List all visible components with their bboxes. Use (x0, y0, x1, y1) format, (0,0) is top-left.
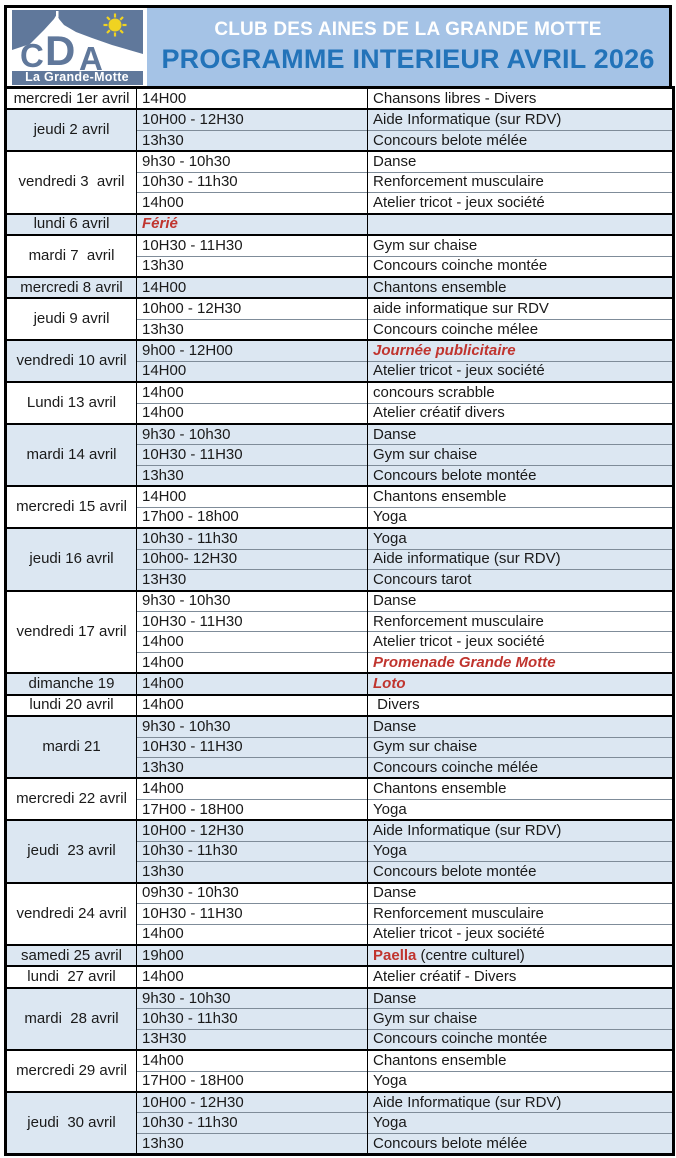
activity-cell: Chantons ensemble (368, 486, 674, 507)
time-cell: 13h30 (137, 256, 368, 277)
time-cell: 10h30 - 11h30 (137, 1113, 368, 1133)
time-cell: 9h30 - 10h30 (137, 151, 368, 172)
schedule-row (6, 988, 674, 1009)
time-cell: 10H00 - 12H30 (137, 820, 368, 841)
schedule-row (6, 298, 674, 319)
date-cell: jeudi 2 avril (6, 109, 137, 151)
schedule-row (6, 966, 674, 987)
time-cell: 14h00 (137, 1050, 368, 1071)
schedule-table (4, 86, 675, 1156)
schedule-row (6, 109, 674, 130)
activity-cell: Danse (368, 424, 674, 445)
time-cell: 13h30 (137, 758, 368, 779)
activity-text-part: Paella (373, 946, 417, 964)
date-cell: mardi 7 avril (6, 235, 137, 277)
activity-cell: Yoga (368, 799, 674, 820)
activity-cell: Concours coinche mélée (368, 758, 674, 779)
date-cell: jeudi 16 avril (6, 528, 137, 590)
date-cell: vendredi 10 avril (6, 340, 137, 382)
page-title: PROGRAMME INTERIEUR AVRIL 2026 (161, 44, 655, 74)
activity-cell: Atelier tricot - jeux société (368, 193, 674, 214)
time-cell: 10H30 - 11H30 (137, 737, 368, 757)
schedule-row (6, 151, 674, 172)
date-cell: vendredi 17 avril (6, 591, 137, 674)
time-cell: 14h00 (137, 632, 368, 652)
schedule-body (6, 88, 674, 1155)
date-cell: jeudi 9 avril (6, 298, 137, 340)
time-cell: 10H30 - 11H30 (137, 235, 368, 256)
date-cell: vendredi 3 avril (6, 151, 137, 213)
time-cell: 10h30 - 11h30 (137, 172, 368, 192)
time-cell: 14h00 (137, 193, 368, 214)
activity-cell: Concours belote mélée (368, 1133, 674, 1154)
schedule-row (6, 591, 674, 612)
time-cell: 14h00 (137, 778, 368, 799)
time-cell: 10h30 - 11h30 (137, 528, 368, 549)
activity-cell: Gym sur chaise (368, 1009, 674, 1029)
activity-cell: Aide Informatique (sur RDV) (368, 1092, 674, 1113)
activity-cell: Aide Informatique (sur RDV) (368, 820, 674, 841)
date-cell: jeudi 30 avril (6, 1092, 137, 1155)
schedule-row (6, 695, 674, 716)
date-cell: mercredi 8 avril (6, 277, 137, 298)
time-cell: 09h30 - 10h30 (137, 883, 368, 904)
activity-cell: Yoga (368, 1113, 674, 1133)
time-cell: 14h00 (137, 924, 368, 945)
time-cell: 10H00 - 12H30 (137, 109, 368, 130)
schedule-row (6, 88, 674, 110)
activity-cell: Chansons libres - Divers (368, 88, 674, 110)
activity-cell: Yoga (368, 841, 674, 861)
schedule-row (6, 424, 674, 445)
activity-cell: Atelier tricot - jeux société (368, 924, 674, 945)
time-cell: 9h30 - 10h30 (137, 716, 368, 737)
sun-icon (103, 13, 126, 36)
activity-cell: Atelier tricot - jeux société (368, 632, 674, 652)
date-cell: mardi 28 avril (6, 988, 137, 1050)
time-cell: 10h00 - 12H30 (137, 298, 368, 319)
time-cell: 14h00 (137, 966, 368, 987)
time-cell: 17h00 - 18h00 (137, 507, 368, 528)
svg-text:A: A (78, 39, 103, 77)
activity-text-part: (centre culturel) (416, 946, 525, 964)
club-title: CLUB DES AINES DE LA GRANDE MOTTE (214, 19, 602, 40)
date-cell: mercredi 15 avril (6, 486, 137, 528)
time-cell: 17H00 - 18H00 (137, 1071, 368, 1092)
activity-cell: Loto (368, 673, 674, 694)
time-cell: 17H00 - 18H00 (137, 799, 368, 820)
activity-cell: Danse (368, 151, 674, 172)
time-cell: 9h30 - 10h30 (137, 424, 368, 445)
time-cell: 10H30 - 11H30 (137, 611, 368, 631)
activity-cell: Gym sur chaise (368, 235, 674, 256)
activity-cell: Concours coinche montée (368, 1029, 674, 1050)
time-cell: 10H30 - 11H30 (137, 445, 368, 465)
time-cell: 10h30 - 11h30 (137, 841, 368, 861)
activity-cell: Yoga (368, 1071, 674, 1092)
activity-cell: Yoga (368, 507, 674, 528)
time-cell: 10h00- 12H30 (137, 549, 368, 569)
time-cell: 9h30 - 10h30 (137, 988, 368, 1009)
date-cell: mercredi 1er avril (6, 88, 137, 110)
time-cell: 10H30 - 11H30 (137, 904, 368, 924)
date-cell: lundi 27 avril (6, 966, 137, 987)
time-cell: 14h00 (137, 403, 368, 424)
date-cell: mercredi 29 avril (6, 1050, 137, 1092)
time-cell: 9h30 - 10h30 (137, 591, 368, 612)
activity-cell: Danse (368, 591, 674, 612)
activity-cell: Concours belote mélée (368, 130, 674, 151)
activity-cell: Journée publicitaire (368, 340, 674, 361)
time-cell: 9h00 - 12H00 (137, 340, 368, 361)
activity-cell (368, 945, 674, 966)
activity-cell: Gym sur chaise (368, 445, 674, 465)
activity-cell: Atelier créatif - Divers (368, 966, 674, 987)
schedule-row (6, 1092, 674, 1113)
activity-cell: Atelier créatif divers (368, 403, 674, 424)
schedule-row (6, 382, 674, 403)
activity-cell: Atelier tricot - jeux société (368, 361, 674, 382)
time-cell: 13h30 (137, 465, 368, 486)
date-cell: lundi 20 avril (6, 695, 137, 716)
activity-cell: Yoga (368, 528, 674, 549)
header (4, 5, 672, 86)
time-cell: 10h30 - 11h30 (137, 1009, 368, 1029)
logo-city-label: La Grande-Motte (25, 69, 129, 84)
activity-cell: aide informatique sur RDV (368, 298, 674, 319)
time-cell: 14H00 (137, 361, 368, 382)
time-cell: 13h30 (137, 1133, 368, 1154)
date-cell: lundi 6 avril (6, 214, 137, 235)
schedule-row (6, 716, 674, 737)
title-block (147, 8, 669, 86)
cda-logo (12, 10, 143, 85)
time-cell: 14h00 (137, 673, 368, 694)
schedule-row (6, 883, 674, 904)
date-cell: mercredi 22 avril (6, 778, 137, 820)
time-cell: 13H30 (137, 570, 368, 591)
activity-cell: Chantons ensemble (368, 277, 674, 298)
time-cell: 13h30 (137, 862, 368, 883)
activity-cell: Gym sur chaise (368, 737, 674, 757)
time-cell: 13h30 (137, 319, 368, 340)
time-cell: 19h00 (137, 945, 368, 966)
activity-cell: Renforcement musculaire (368, 611, 674, 631)
date-cell: samedi 25 avril (6, 945, 137, 966)
logo-cell (7, 8, 147, 86)
schedule-row (6, 778, 674, 799)
time-cell: 14h00 (137, 382, 368, 403)
schedule-row (6, 214, 674, 235)
activity-cell: Concours tarot (368, 570, 674, 591)
activity-cell: concours scrabble (368, 382, 674, 403)
activity-cell (368, 214, 674, 235)
schedule-row (6, 486, 674, 507)
schedule-row (6, 277, 674, 298)
date-cell: Lundi 13 avril (6, 382, 137, 424)
activity-cell: Danse (368, 988, 674, 1009)
time-cell: 14H00 (137, 88, 368, 110)
activity-cell: Chantons ensemble (368, 778, 674, 799)
svg-text:C: C (19, 36, 44, 74)
time-cell: 10H00 - 12H30 (137, 1092, 368, 1113)
activity-cell: Concours coinche mélee (368, 319, 674, 340)
date-cell: mardi 21 (6, 716, 137, 778)
activity-cell: Danse (368, 716, 674, 737)
activity-cell: Danse (368, 883, 674, 904)
activity-cell: Promenade Grande Motte (368, 652, 674, 673)
activity-cell: Aide informatique (sur RDV) (368, 549, 674, 569)
schedule-row (6, 820, 674, 841)
schedule-row (6, 340, 674, 361)
schedule-row (6, 1050, 674, 1071)
time-cell: 14H00 (137, 486, 368, 507)
time-cell: 14H00 (137, 277, 368, 298)
schedule-row (6, 673, 674, 694)
date-cell: vendredi 24 avril (6, 883, 137, 945)
activity-cell: Concours belote montée (368, 465, 674, 486)
activity-cell: Renforcement musculaire (368, 172, 674, 192)
date-cell: mardi 14 avril (6, 424, 137, 486)
schedule-row (6, 945, 674, 966)
time-cell: 14h00 (137, 695, 368, 716)
activity-cell: Concours coinche montée (368, 256, 674, 277)
schedule-row (6, 528, 674, 549)
activity-cell: Chantons ensemble (368, 1050, 674, 1071)
activity-cell: Renforcement musculaire (368, 904, 674, 924)
activity-cell: Aide Informatique (sur RDV) (368, 109, 674, 130)
schedule-row (6, 235, 674, 256)
svg-text:D: D (44, 26, 75, 74)
activity-cell: Divers (368, 695, 674, 716)
date-cell: dimanche 19 (6, 673, 137, 694)
activity-cell: Concours belote montée (368, 862, 674, 883)
time-cell: Férié (137, 214, 368, 235)
date-cell: jeudi 23 avril (6, 820, 137, 882)
time-cell: 13H30 (137, 1029, 368, 1050)
time-cell: 13h30 (137, 130, 368, 151)
time-cell: 14h00 (137, 652, 368, 673)
